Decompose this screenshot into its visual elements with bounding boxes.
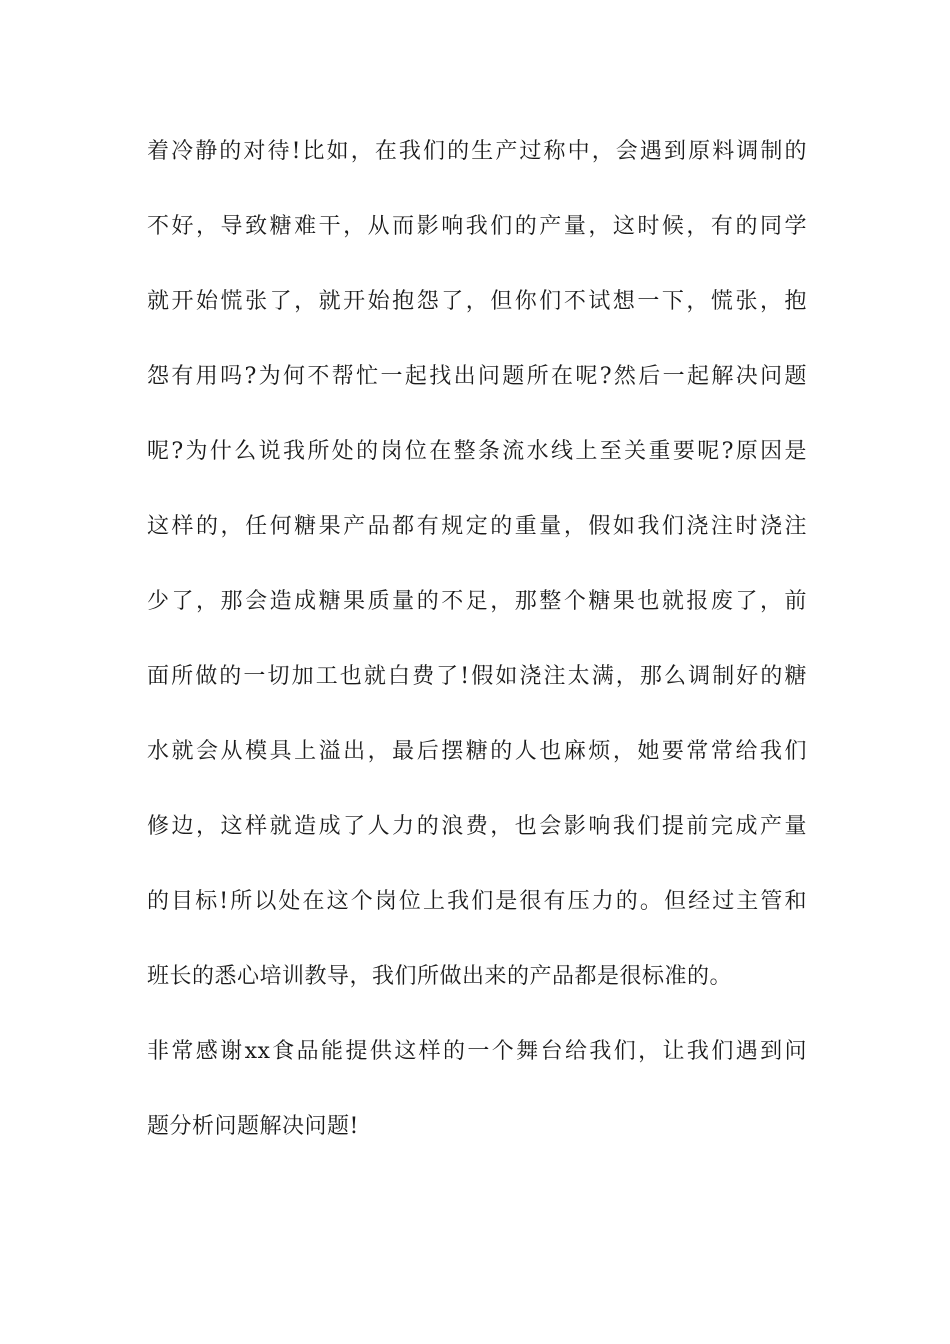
text-line-6: 这样的，任何糖果产品都有规定的重量，假如我们浇注时浇注 bbox=[147, 514, 807, 539]
text-line-3: 就开始慌张了，就开始抱怨了，但你们不试想一下，慌张，抱 bbox=[147, 289, 807, 314]
text-line-12: 班长的悉心培训教导，我们所做出来的产品都是很标准的。 bbox=[147, 964, 733, 989]
text-line-4: 怨有用吗?为何不帮忙一起找出问题所在呢?然后一起解决问题 bbox=[147, 364, 807, 389]
text-line-11: 的目标!所以处在这个岗位上我们是很有压力的。但经过主管和 bbox=[147, 889, 807, 914]
text-line-2: 不好，导致糖难干，从而影响我们的产量，这时候，有的同学 bbox=[147, 214, 807, 239]
text-line-1: 着冷静的对待!比如，在我们的生产过称中，会遇到原料调制的 bbox=[147, 139, 807, 164]
body-text bbox=[147, 131, 807, 1181]
text-line-10: 修边，这样就造成了人力的浪费，也会影响我们提前完成产量 bbox=[147, 814, 807, 839]
text-line-8: 面所做的一切加工也就白费了!假如浇注太满，那么调制好的糖 bbox=[147, 664, 807, 689]
text-line-5: 呢?为什么说我所处的岗位在整条流水线上至关重要呢?原因是 bbox=[147, 439, 807, 464]
text-line-9: 水就会从模具上溢出，最后摆糖的人也麻烦，她要常常给我们 bbox=[147, 739, 807, 764]
text-line-7: 少了，那会造成糖果质量的不足，那整个糖果也就报废了，前 bbox=[147, 589, 807, 614]
text-line-14: 题分析问题解决问题! bbox=[147, 1114, 359, 1139]
text-line-13: 非常感谢xx食品能提供这样的一个舞台给我们，让我们遇到问 bbox=[147, 1039, 807, 1064]
